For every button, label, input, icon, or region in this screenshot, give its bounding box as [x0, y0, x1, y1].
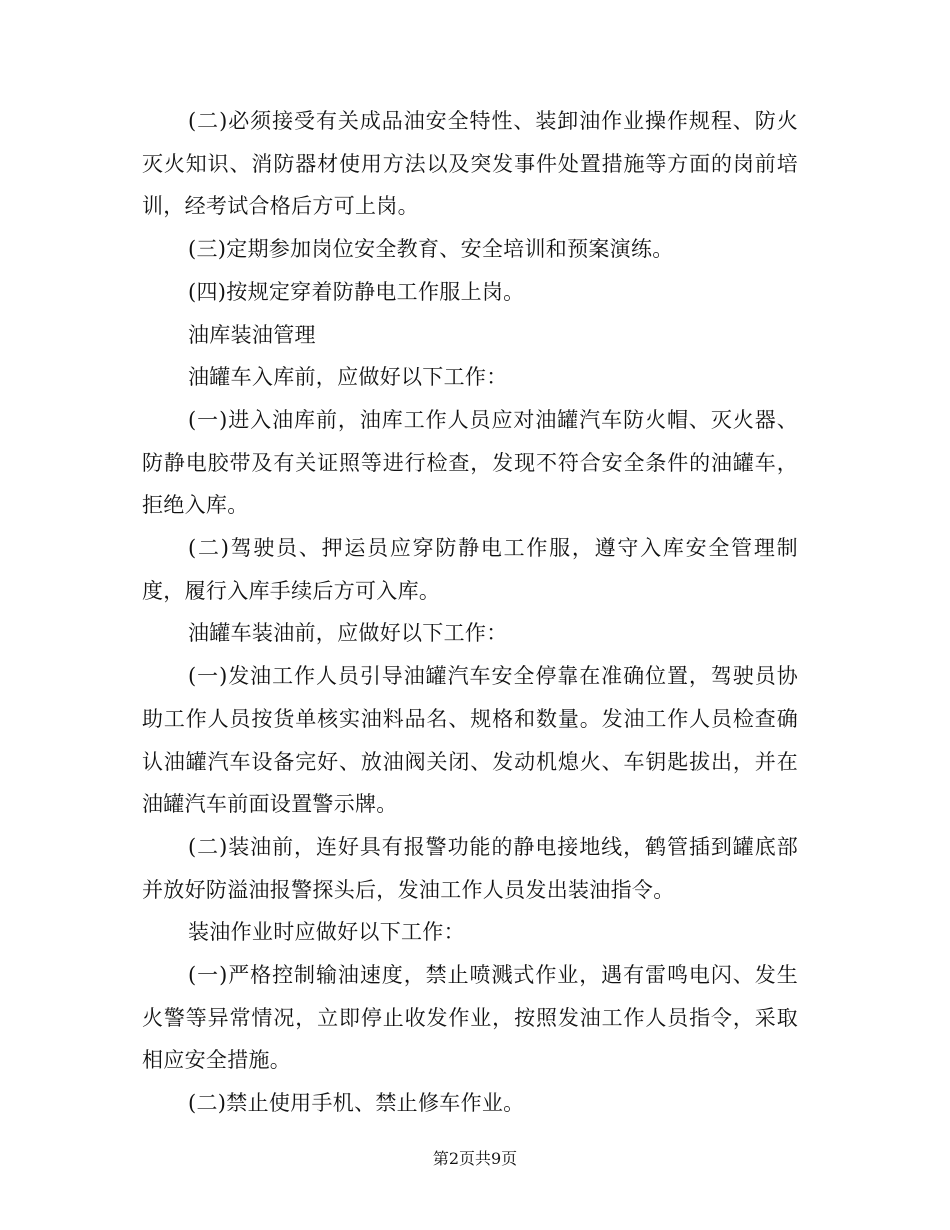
paragraph-grounding-and-command: (二)装油前，连好具有报警功能的静电接地线，鹤管插到罐底部并放好防溢油报警探头后，发油工作人员发出装油指令。 — [142, 834, 798, 902]
paragraph-entry-inspection: (一)进入油库前，油库工作人员应对油罐汽车防火帽、灭火器、防静电胶带及有关证照等进行检查，发现不符合安全条件的油罐车，拒绝入库。 — [142, 407, 798, 518]
subheading-during-loading: 装油作业时应做好以下工作： — [188, 920, 465, 945]
document-body — [142, 100, 798, 1125]
subheading-before-entry: 油罐车入库前，应做好以下工作： — [188, 365, 508, 390]
paragraph-driver-requirements: (二)驾驶员、押运员应穿防静电工作服，遵守入库安全管理制度，履行入库手续后方可入库。 — [142, 536, 798, 603]
paragraph-antistatic-clothing: (四)按规定穿着防静电工作服上岗。 — [188, 279, 525, 304]
paragraph-training: (二)必须接受有关成品油安全特性、装卸油作业操作规程、防火灭火知识、消防器材使用方法以及突发事件处置措施等方面的岗前培训，经考试合格后方可上岗。 — [142, 109, 798, 219]
section-heading-loading-management: 油库装油管理 — [188, 322, 316, 347]
paragraph-safety-education: (三)定期参加岗位安全教育、安全培训和预案演练。 — [188, 237, 674, 262]
paragraph-parking-and-check: (一)发油工作人员引导油罐汽车安全停靠在准确位置，驾驶员协助工作人员按货单核实油料品名、规格和数量。发油工作人员检查确认油罐汽车设备完好、放油阀关闭、发动机熄火、车钥匙拔出，并在油罐汽车前面设置警示牌。 — [142, 664, 798, 817]
paragraph-speed-control: (一)严格控制输油速度，禁止喷溅式作业，遇有雷鸣电闪、发生火警等异常情况，立即停止收发作业，按照发油工作人员指令，采取相应安全措施。 — [142, 963, 798, 1073]
subheading-before-loading: 油罐车装油前，应做好以下工作： — [188, 621, 508, 646]
page-number: 第2页共9页 — [432, 1149, 518, 1168]
paragraph-no-phone: (二)禁止使用手机、禁止修车作业。 — [188, 1091, 525, 1116]
